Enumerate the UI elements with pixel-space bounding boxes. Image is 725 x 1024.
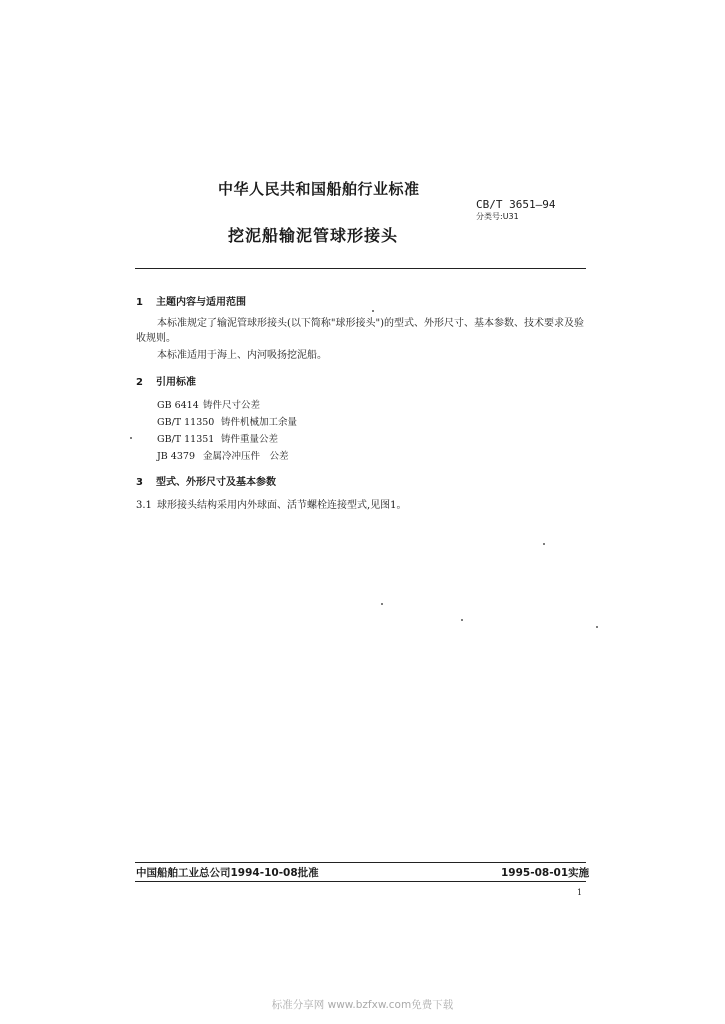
page-number: 1: [577, 888, 583, 897]
approval-line: 中国船舶工业总公司1994-10-08批准: [136, 867, 319, 879]
industry-standard-heading: 中华人民共和国船舶行业标准: [218, 180, 420, 198]
reference-code: GB/T 11350: [157, 417, 215, 428]
section-3-heading: [136, 473, 276, 488]
section-number: 3: [136, 477, 143, 488]
paragraph-scope-line1: 本标准规定了输泥管球形接头(以下简称"球形接头")的型式、外形尺寸、基本参数、技术要求及验: [157, 318, 585, 329]
section-number: 2: [136, 377, 143, 388]
header-rule: [135, 268, 586, 269]
reference-name: 金属冷冲压件 公差: [203, 451, 289, 462]
scan-speck: [381, 603, 383, 605]
section-number: 1: [136, 297, 143, 308]
reference-name: 铸件尺寸公差: [203, 400, 261, 411]
scan-speck: [543, 543, 545, 545]
footer-rule-bottom: [135, 881, 586, 882]
reference-code: GB/T 11351: [157, 434, 215, 445]
scan-speck: [461, 619, 463, 621]
section-title: 主题内容与适用范围: [156, 297, 246, 308]
section-2-heading: [136, 373, 196, 388]
reference-item: [157, 397, 260, 411]
section-title: 引用标准: [156, 377, 196, 388]
reference-name: 铸件重量公差: [221, 434, 279, 445]
scan-speck: [372, 310, 374, 312]
reference-code: JB 4379: [157, 451, 195, 462]
document-title: 挖泥船输泥管球形接头: [228, 226, 399, 245]
paragraph-scope-line2: 收规则。: [136, 333, 176, 344]
subsection-number: 3.1: [136, 500, 152, 511]
reference-item: [157, 448, 289, 462]
reference-item: [157, 414, 297, 428]
subsection-text: 球形接头结构采用内外球面、活节螺栓连接型式,见图1。: [157, 500, 407, 511]
footer-rule: [135, 862, 586, 863]
section-title: 型式、外形尺寸及基本参数: [156, 477, 276, 488]
standard-number: CB/T 3651—94: [476, 198, 556, 211]
reference-item: [157, 431, 278, 445]
reference-name: 铸件机械加工余量: [221, 417, 298, 428]
classification-number: 分类号:U31: [476, 212, 519, 221]
paragraph-applicability: 本标准适用于海上、内河吸扬挖泥船。: [157, 350, 327, 361]
implementation-date: 1995-08-01实施: [501, 867, 590, 879]
subsection-3-1: [136, 498, 407, 514]
watermark: 标准分享网 www.bzfxw.com免费下载: [271, 999, 454, 1011]
section-1-heading: [136, 293, 246, 308]
scan-speck: [130, 437, 132, 439]
scan-speck: [596, 626, 598, 628]
reference-code: GB 6414: [157, 400, 199, 411]
